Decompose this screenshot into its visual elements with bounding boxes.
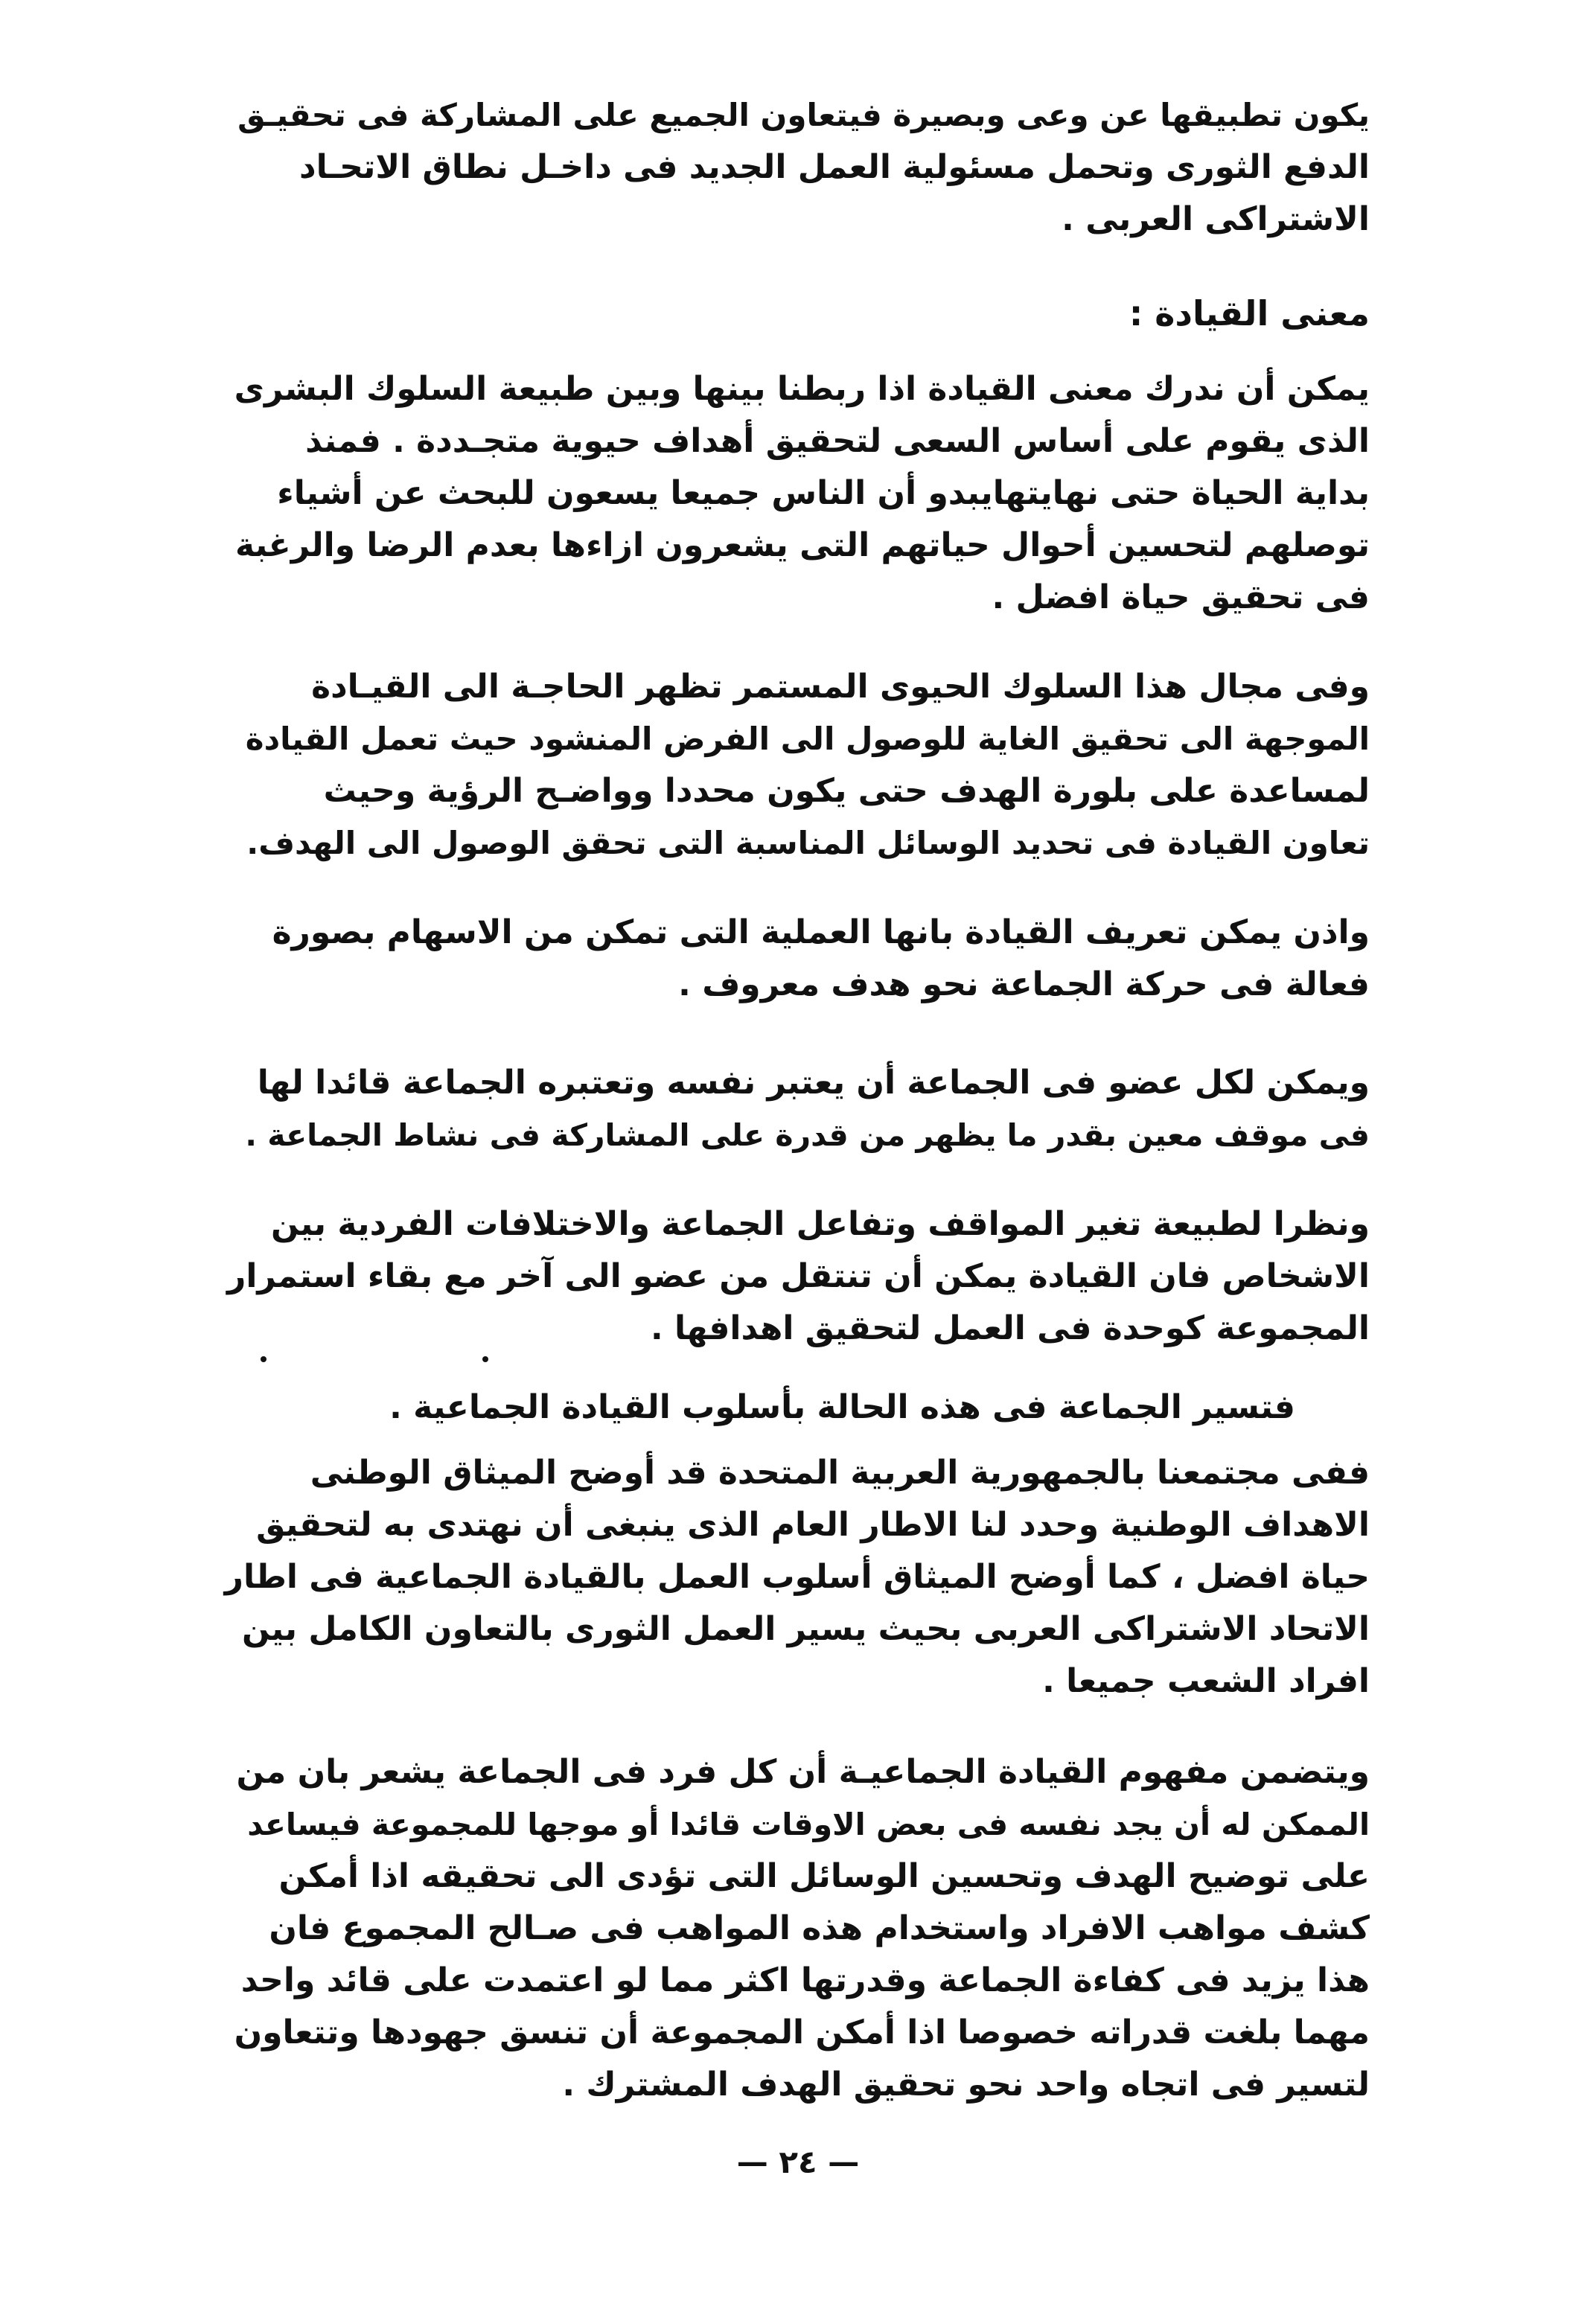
paragraph-national-charter: [223, 1447, 1370, 1708]
text-line: المجموعة كوحدة فى العمل لتحقيق اهدافها .: [650, 1309, 1370, 1347]
text-line: ففى مجتمعنا بالجمهورية العربية المتحدة قد أوضح الميثاق الوطنى: [310, 1454, 1370, 1492]
text-line: افراد الشعب جميعا .: [1042, 1662, 1370, 1700]
text-line: توصلهم لتحسين أحوال حياتهم التى يشعرون ازاءها بعدم الرضا والرغبة: [235, 526, 1370, 564]
text-line: واذن يمكن تعريف القيادة بانها العملية التى تمكن من الاسهام بصورة: [272, 913, 1370, 951]
text-line: لمساعدة على بلورة الهدف حتى يكون محددا وواضـح الرؤية وحيث: [323, 772, 1370, 810]
paragraph-member-leader: [223, 1057, 1370, 1161]
text-line: الاشخاص فان القيادة يمكن أن تنتقل من عضو الى آخر مع بقاء استمرار: [227, 1257, 1370, 1295]
text-line: بداية الحياة حتى نهايتهايبدو أن الناس جميعا يسعون للبحث عن أشياء: [277, 474, 1370, 512]
paragraph-intro-continuation: [223, 89, 1370, 246]
text-line: الذى يقوم على أساس السعى لتحقيق أهداف حيوية متجـددة . فمنذ: [305, 422, 1370, 460]
paragraph-need-for-leadership: [223, 661, 1370, 869]
text-line: ويتضمن مفهوم القيادة الجماعيـة أن كل فرد فى الجماعة يشعر بان من: [236, 1753, 1370, 1791]
text-line: الدفع الثورى وتحمل مسئولية العمل الجديد فى داخـل نطاق الاتحـاد: [299, 148, 1370, 186]
text-line: فى موقف معين بقدر ما يظهر من قدرة على المشاركة فى نشاط الجماعة .: [245, 1117, 1370, 1153]
text-line: هذا يزيد فى كفاءة الجماعة وقدرتها اكثر مما لو اعتمدت على قائد واحد: [240, 1961, 1370, 1999]
text-line: حياة افضل ، كما أوضح الميثاق أسلوب العمل بالقيادة الجماعية فى اطار: [224, 1558, 1370, 1596]
text-line: لتسير فى اتجاه واحد نحو تحقيق الهدف المشترك .: [562, 2066, 1370, 2104]
text-line: الاتحاد الاشتراكى العربى بحيث يسير العمل الثورى بالتعاون الكامل بين: [241, 1610, 1370, 1648]
paragraph-definition: [223, 907, 1370, 1011]
text-line: الاهداف الوطنية وحدد لنا الاطار العام الذى ينبغى أن نهتدى به لتحقيق: [256, 1506, 1370, 1544]
paragraph-leadership-meaning: [223, 363, 1370, 624]
section-heading: معنى القيادة :: [1129, 293, 1370, 333]
text-line: على توضيح الهدف وتحسين الوسائل التى تؤدى الى تحقيقه اذا أمكن: [278, 1857, 1370, 1895]
page-number: — ٢٤ —: [736, 2144, 860, 2180]
text-line: الاشتراكى العربى .: [1062, 200, 1370, 238]
text-line: يكون تطبيقها عن وعى وبصيرة فيتعاون الجميع على المشاركة فى تحقيـق: [237, 97, 1370, 133]
text-line: ويمكن لكل عضو فى الجماعة أن يعتبر نفسه وتعتبره الجماعة قائدا لها: [257, 1064, 1370, 1102]
text-line: مهما بلغت قدراته خصوصا اذا أمكن المجموعة أن تنسق جهودها وتتعاون: [234, 2014, 1370, 2051]
stray-dot: [261, 1356, 266, 1362]
text-line: وفى مجال هذا السلوك الحيوى المستمر تظهر الحاجـة الى القيـادة: [311, 668, 1370, 706]
text-line: فعالة فى حركة الجماعة نحو هدف معروف .: [678, 965, 1370, 1003]
text-line: الممكن له أن يجد نفسه فى بعض الاوقات قائدا أو موجها للمجموعة فيساعد: [247, 1807, 1370, 1842]
stray-dot: [482, 1356, 488, 1362]
text-line: يمكن أن ندرك معنى القيادة اذا ربطنا بينها وبين طبيعة السلوك البشرى: [234, 370, 1370, 408]
text-line: الموجهة الى تحقيق الغاية للوصول الى الفرض المنشود حيث تعمل القيادة: [245, 721, 1370, 757]
paragraph-collective-leadership: [223, 1382, 1295, 1434]
paragraph-leadership-transfer: [223, 1198, 1370, 1355]
text-line: تعاون القيادة فى تحديد الوسائل المناسبة التى تحقق الوصول الى الهدف.: [246, 825, 1370, 861]
paragraph-collective-concept: [223, 1746, 1370, 2111]
text-line: ونظرا لطبيعة تغير المواقف وتفاعل الجماعة والاختلافات الفردية بين: [270, 1205, 1370, 1243]
text-line: كشف مواهب الافراد واستخدام هذه المواهب فى صـالح المجموع فان: [269, 1909, 1370, 1947]
text-line: فتسير الجماعة فى هذه الحالة بأسلوب القيادة الجماعية .: [389, 1388, 1295, 1426]
text-line: فى تحقيق حياة افضل .: [992, 578, 1370, 616]
